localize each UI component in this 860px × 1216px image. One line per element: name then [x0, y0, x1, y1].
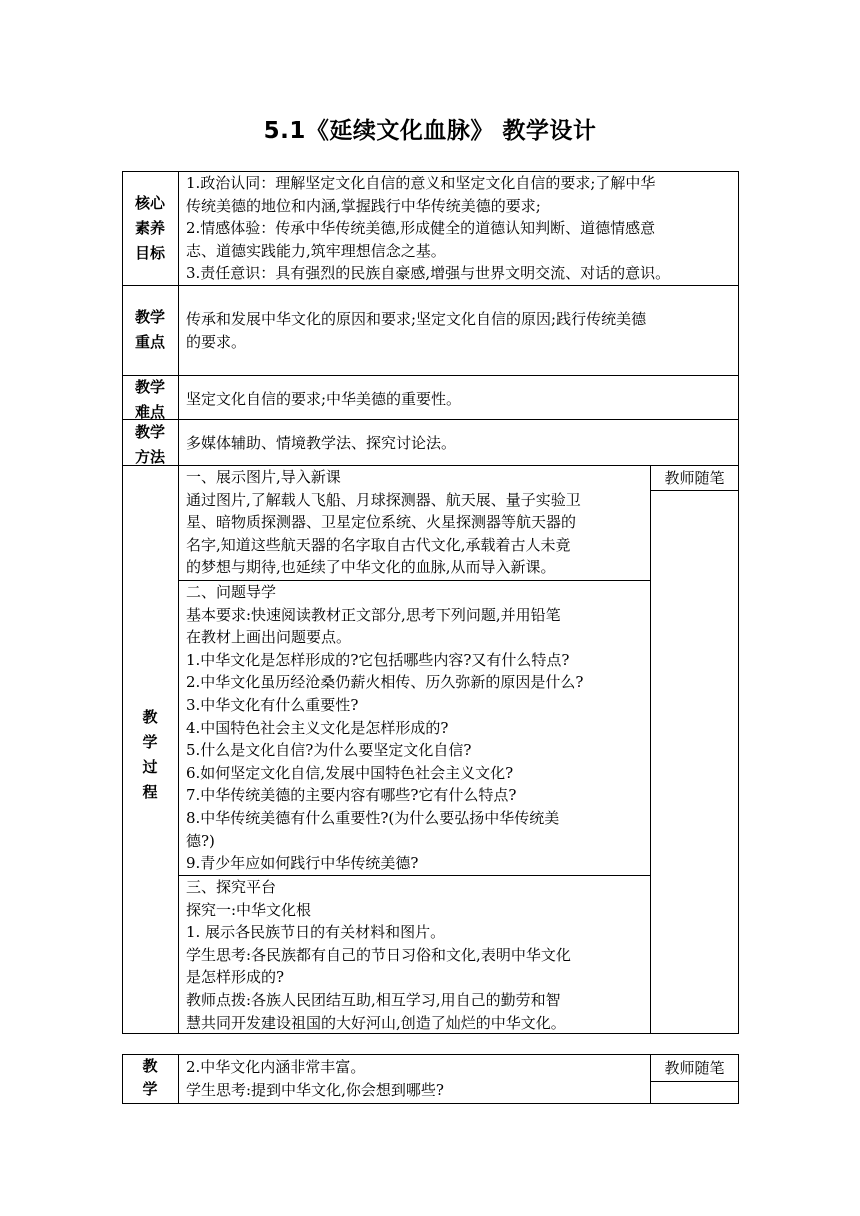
key-points-content: 传承和发展中华文化的原因和要求;坚定文化自信的原因;践行传统美德 的要求。 — [186, 310, 647, 351]
continuation-label: 教 学 — [142, 1057, 158, 1098]
teacher-notes-header: 教师随笔 — [664, 469, 725, 487]
document-title: 5.1《延续文化血脉》 教学设计 — [263, 118, 597, 144]
process-section-intro: 一、展示图片,导入新课 通过图片,了解载人飞船、月球探测器、航天展、量子实验卫 星、暗物质探测器、卫星定位系统、火星探测器等航天器的 名字,知道这些航天器的名字取自古代文化,承载着古人未竟 的梦想与期待,也延续了中华文化的血脉,从而导入新课。 — [186, 468, 581, 577]
key-points-label: 教学 重点 — [134, 308, 165, 351]
process-label: 教 学 过 程 — [142, 708, 158, 801]
difficulties-label: 教学 难点 — [134, 378, 165, 421]
goals-content: 1.政治认同：理解坚定文化自信的意义和坚定文化自信的要求;了解中华 传统美德的地位和内涵,掌握践行中华传统美德的要求; 2.情感体验：传承中华传统美德,形成健全的道德认知判断、道德情感意 志、道德实践能力,筑牢理想信念之基。 3.责任意识：具有强烈的民族自豪感,增强与世界文明交流、对话的意识。 — [186, 174, 671, 283]
continuation-content: 2.中华文化内涵非常丰富。 学生思考:提到中华文化,你会想到哪些? — [186, 1058, 444, 1099]
methods-label: 教学 方法 — [134, 423, 165, 466]
difficulties-content: 坚定文化自信的要求;中华美德的重要性。 — [186, 390, 462, 408]
process-section-questions: 二、问题导学 基本要求:快速阅读教材正文部分,思考下列问题,并用铅笔 在教材上画出问题要点。 1.中华文化是怎样形成的?它包括哪些内容?又有什么特点? 2.中华文化虽历经沧桑仍薪火相传、历久弥新的原因是什么? 3.中华文化有什么重要性? 4.中国特色社会主义文化是怎样形成的? 5.什么是文化自信?为什么要坚定文化自信? 6.如何坚定文化自信,发展中国特色社会主义文化? 7.中华传统美德的主要内容有哪些?它有什么特点? 8.中华传统美德有什么重要性?(为什么要弘扬中华传统美 德?) 9.青少年应如何践行中华传统美德? — [186, 583, 584, 873]
teacher-notes-header-2: 教师随笔 — [664, 1059, 725, 1077]
process-section-inquiry: 三、探究平台 探究一:中华文化根 1. 展示各民族节日的有关材料和图片。 学生思考:各民族都有自己的节日习俗和文化,表明中华文化 是怎样形成的? 教师点拨:各族人民团结互助,相互学习,用自己的勤劳和智 慧共同开发建设祖国的大好河山,创造了灿烂的中华文化。 — [186, 878, 571, 1032]
goals-label: 核心 素养 目标 — [134, 194, 165, 262]
methods-content: 多媒体辅助、情境教学法、探究讨论法。 — [186, 434, 457, 452]
